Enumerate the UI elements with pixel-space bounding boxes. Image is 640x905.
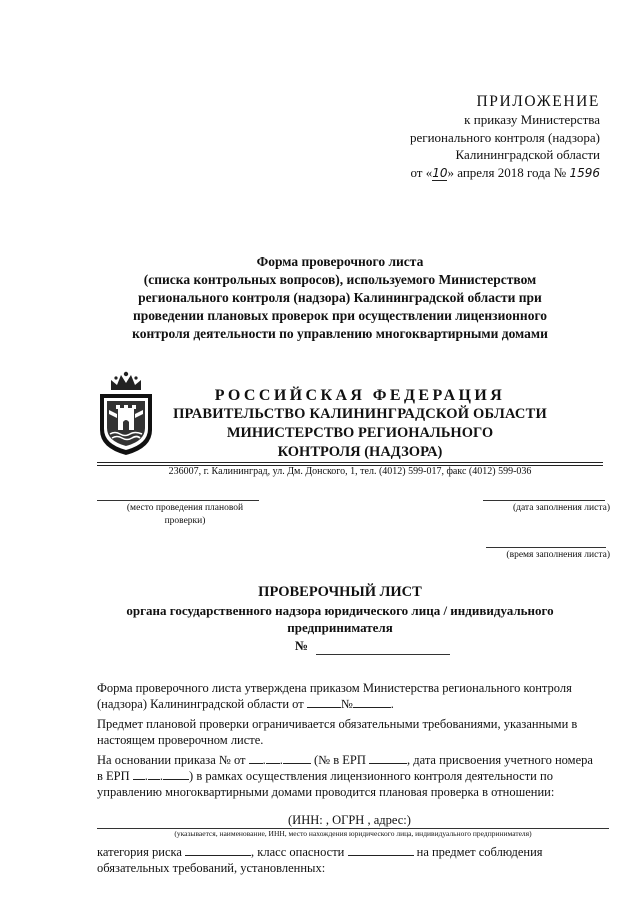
org-address: 236007, г. Калининград, ул. Дм. Донского, 1, тел. (4012) 599-017, факс (4012) 599-036 xyxy=(168,466,532,477)
p3-text-a: На основании приказа № от xyxy=(97,753,246,767)
check-sheet-number-field[interactable] xyxy=(316,654,450,655)
appendix-block xyxy=(300,92,600,182)
time-field-label: (время заполнения листа) xyxy=(506,550,610,560)
coat-of-arms-icon xyxy=(97,370,155,456)
paragraph-scope xyxy=(97,716,603,748)
p1-line-2 xyxy=(97,696,603,712)
p4-line-1 xyxy=(97,844,603,860)
p3-day-blank[interactable] xyxy=(249,752,263,764)
p3-erp-day-blank[interactable] xyxy=(133,768,145,780)
date-field-label: (дата заполнения листа) xyxy=(512,503,610,513)
form-title-line-2: (списка контрольных вопросов), используемого Министерством xyxy=(143,272,537,287)
appendix-line-1: к приказу Министерства xyxy=(464,112,600,127)
p3-text-d: в ЕРП xyxy=(97,769,130,783)
time-field-line[interactable] xyxy=(486,547,606,548)
p1-text: (надзора) Калининградской области от xyxy=(97,697,304,711)
form-title-line-1: Форма проверочного листа xyxy=(256,254,424,269)
header-rule-thick xyxy=(97,462,603,463)
organization-header xyxy=(150,386,570,462)
p3-erp-number-blank[interactable] xyxy=(369,752,407,764)
p1-number-blank[interactable] xyxy=(353,696,391,708)
form-title-line-4: проведении плановых проверок при осуществлении лицензионного xyxy=(132,308,547,323)
org-country: РОССИЙСКАЯ ФЕДЕРАЦИЯ xyxy=(214,387,506,404)
check-sheet-title xyxy=(80,583,600,636)
check-sheet-heading: ПРОВЕРОЧНЫЙ ЛИСТ xyxy=(258,584,422,600)
place-label-line-1: (место проведения плановой xyxy=(126,503,244,513)
p3-text-b: (№ в ЕРП xyxy=(314,753,366,767)
appendix-date-number: 1596 xyxy=(569,165,600,180)
check-sheet-number-label: № xyxy=(295,638,309,653)
p3-line-3: управлению многоквартирными домами проводится плановая проверка в отношении: xyxy=(97,785,555,799)
risk-category-blank[interactable] xyxy=(185,844,251,856)
p3-erp-month-blank[interactable] xyxy=(148,768,160,780)
form-title-line-5: контроля деятельности по управлению многоквартирными домами xyxy=(132,326,548,341)
p3-line-2: в ЕРП . . ) в рамках осуществления лицензионного контроля деятельности по xyxy=(97,769,553,783)
org-ministry: МИНИСТЕРСТВО РЕГИОНАЛЬНОГО xyxy=(226,425,494,441)
p3-month-blank[interactable] xyxy=(266,752,280,764)
appendix-caption: ПРИЛОЖЕНИЕ xyxy=(476,93,600,110)
p1-number-sign: № xyxy=(340,697,353,711)
paragraph-form-approval xyxy=(97,680,603,712)
appendix-date-day: 10 xyxy=(432,165,448,180)
org-ministry-cont: КОНТРОЛЯ (НАДЗОРА) xyxy=(277,444,443,460)
p4-text-b: , класс опасности xyxy=(251,845,345,859)
paragraph-risk xyxy=(97,844,603,876)
paragraph-basis xyxy=(97,752,603,800)
appendix-line-3: Калининградской области xyxy=(455,147,600,162)
appendix-date xyxy=(300,164,600,183)
p2-line-2: настоящем проверочном листе. xyxy=(97,733,264,747)
p4-text-a: категория риска xyxy=(97,845,182,859)
form-title-line-3: регионального контроля (надзора) Калининградской области при xyxy=(138,290,542,305)
p1-line-1: Форма проверочного листа утверждена приказом Министерства регионального контроля xyxy=(97,681,572,695)
hazard-class-blank[interactable] xyxy=(348,844,414,856)
p3-text-c: , дата присвоения учетного номера xyxy=(406,753,593,767)
p4-line-2: обязательных требований, установленных: xyxy=(97,861,326,875)
check-sheet-subtitle-1: органа государственного надзора юридического лица / индивидуального xyxy=(126,603,554,618)
p1-date-blank[interactable] xyxy=(307,696,341,708)
p3-erp-year-blank[interactable] xyxy=(163,768,189,780)
p3-line-1: На основании приказа № от . . (№ в ЕРП , дата присвоения учетного номера xyxy=(97,753,593,767)
p3-year-blank[interactable] xyxy=(283,752,311,764)
inn-ogrn-field-note: (указывается, наименование, ИНН, место нахождения юридического лица, индивидуального предпринимателя) xyxy=(174,829,532,838)
place-field-label xyxy=(110,502,260,528)
appendix-date-prefix: от « xyxy=(410,164,433,180)
check-sheet-subtitle-2: предпринимателя xyxy=(287,620,393,635)
form-title xyxy=(80,253,600,343)
p2-line-1: Предмет плановой проверки ограничивается обязательными требованиями, указанными в xyxy=(97,717,578,731)
appendix-line-2: регионального контроля (надзора) xyxy=(409,129,600,145)
p3-text-e: ) в рамках осуществления лицензионного контроля деятельности по xyxy=(189,769,553,783)
p4-text-c: на предмет соблюдения xyxy=(416,845,543,859)
org-government: ПРАВИТЕЛЬСТВО КАЛИНИНГРАДСКОЙ ОБЛАСТИ xyxy=(173,406,547,422)
date-field-line[interactable] xyxy=(483,500,605,501)
place-field-line[interactable] xyxy=(97,500,259,501)
inn-ogrn-field-text: (ИНН: , ОГРН , адрес:) xyxy=(288,813,411,827)
place-label-line-2: проверки) xyxy=(164,516,206,526)
p1-dot: . xyxy=(390,697,394,711)
appendix-date-middle: » апреля 2018 года № xyxy=(447,164,567,180)
